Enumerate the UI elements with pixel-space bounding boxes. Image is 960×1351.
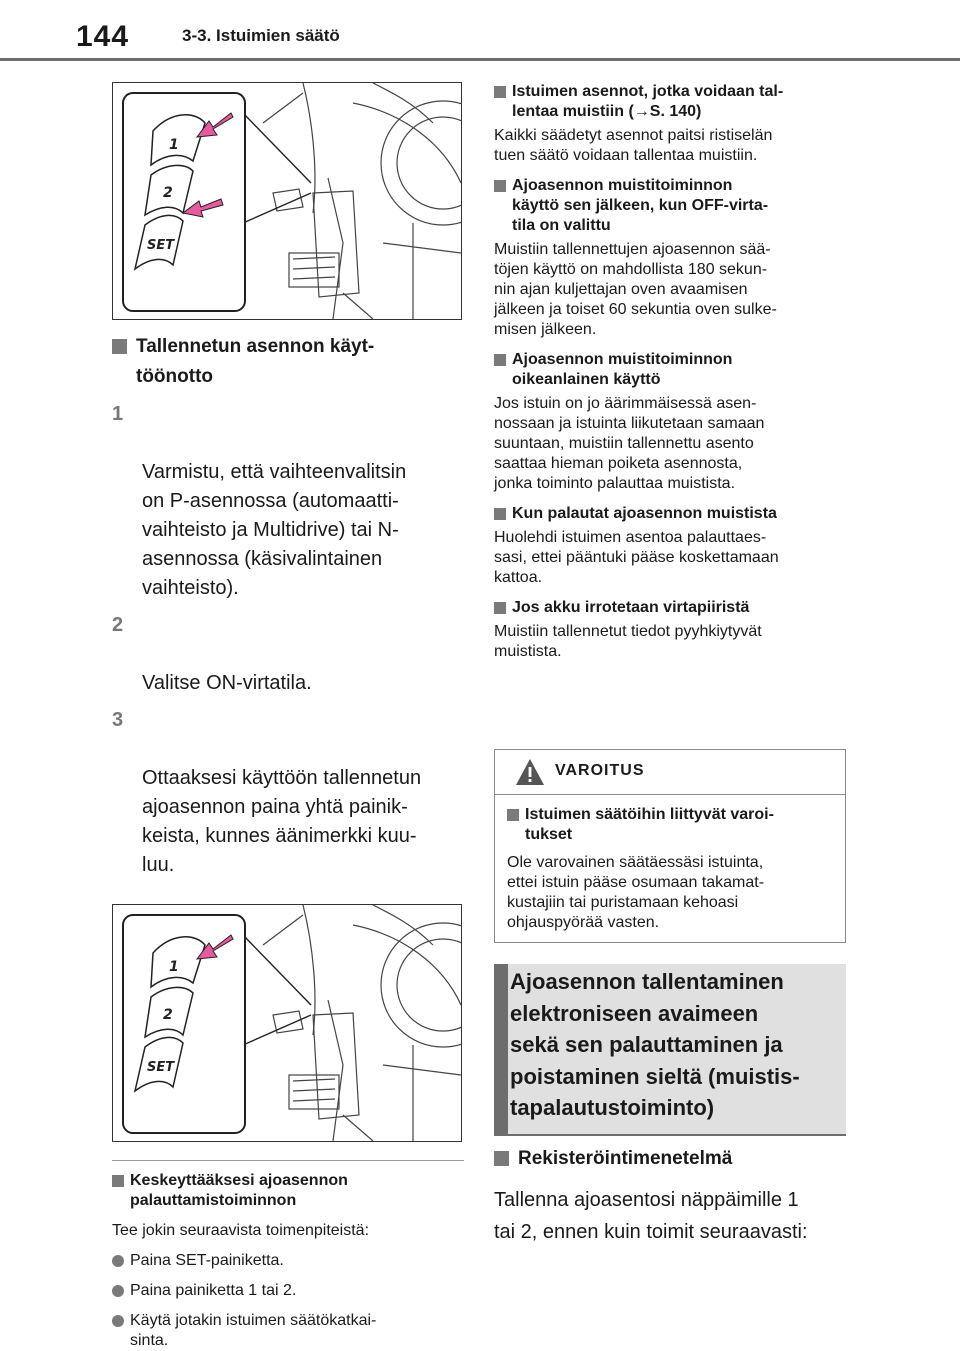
round-bullet-icon — [112, 1285, 124, 1297]
register-section — [494, 1144, 846, 1248]
step-number: 1 — [112, 403, 124, 425]
square-bullet-icon — [494, 86, 506, 98]
heading-text: Jos akku irrotetaan virtapiiristä — [512, 599, 750, 616]
section-divider — [112, 1160, 464, 1161]
step-text: Valitse ON-virtatila. — [142, 672, 312, 694]
paragraph: Kaikki säädetyt asennot paitsi ristiselän tuen säätö voidaan tallentaa muistiin. — [494, 127, 773, 164]
square-bullet-icon — [494, 354, 506, 366]
round-bullet-icon — [112, 1255, 124, 1267]
figure1-label-1: 1 — [169, 137, 179, 153]
warning-heading — [507, 805, 833, 845]
register-text: Tallenna ajoasentosi näppäimille 1 tai 2, ennen kuin toimit seuraavasti: — [494, 1189, 808, 1243]
heading-text: Keskeyttääksesi ajoasennon palauttamistoiminnon — [130, 1172, 348, 1209]
right-column — [494, 82, 846, 662]
heading-after-off — [494, 176, 846, 236]
heading-cancel-restore — [112, 1171, 464, 1211]
heading-storable-positions — [494, 82, 846, 122]
square-bullet-icon — [494, 1151, 509, 1166]
square-bullet-icon — [507, 809, 519, 821]
warning-text: Ole varovainen säätäessäsi istuinta, ettei istuin pääse osumaan takamat- kustajiin tai puristamaan kehoasi ohjauspyörää vasten. — [507, 854, 765, 931]
heading-text: Istuimen säätöihin liittyvät varoi- tukset — [525, 806, 774, 843]
bullet-item — [112, 1311, 464, 1351]
warning-header — [495, 750, 845, 795]
section-title: 3-3. Istuimien säätö — [182, 26, 340, 45]
topic-title: Ajoasennon tallentaminen elektroniseen avaimeen sekä sen palauttaminen ja poistaminen sieltä (muistis- tapalautustoiminto) — [510, 969, 800, 1120]
bullet-text: Käytä jotakin istuimen säätökatkai- sinta. — [130, 1312, 377, 1349]
figure-memory-buttons-arrows — [112, 82, 462, 320]
heading-register-method — [494, 1144, 846, 1174]
round-bullet-icon — [112, 1315, 124, 1327]
figure2-label-1: 1 — [169, 959, 179, 975]
heading-text: Kun palautat ajoasennon muistista — [512, 505, 777, 522]
heading-proper-use — [494, 350, 846, 390]
page-number: 144 — [76, 20, 130, 53]
step-text: Ottaaksesi käyttöön tallennetun ajoasennon paina yhtä painik- keista, kunnes äänimerkki kuu- luu. — [142, 767, 422, 876]
figure1-label-2: 2 — [163, 185, 173, 201]
step-text: Varmistu, että vaihteenvalitsin on P-asennossa (automaatti- vaihteisto ja Multidrive) tai N- asennossa (käsivalintainen vaihteisto). — [142, 461, 407, 599]
heading-battery-disconnect — [494, 598, 846, 618]
figure1-label-set: SET — [147, 238, 175, 253]
square-bullet-icon — [494, 602, 506, 614]
heading-text: Ajoasennon muistitoiminnon oikeanlainen käyttö — [512, 351, 733, 388]
warning-body — [495, 795, 845, 933]
page-header — [0, 0, 960, 62]
bullet-text: Paina painiketta 1 tai 2. — [130, 1282, 297, 1299]
figure-memory-button-single-arrow — [112, 904, 462, 1142]
topic-heading-box — [494, 964, 846, 1136]
figure-illustration — [113, 83, 461, 319]
figure2-label-set: SET — [147, 1060, 175, 1075]
paragraph: Tee jokin seuraavista toimenpiteistä: — [112, 1222, 370, 1239]
figure2-label-2: 2 — [163, 1007, 173, 1023]
paragraph: Jos istuin on jo äärimmäisessä asen- nossaan ja istuinta liikutetaan samaan suuntaan, muistiin tallennettu asento saattaa hieman poiketa asennosta, jonka toiminto palauttaa muistista. — [494, 395, 765, 492]
square-bullet-icon — [112, 1175, 124, 1187]
left-column — [112, 82, 464, 1351]
step-1 — [112, 400, 464, 603]
header-rule — [0, 58, 960, 61]
square-bullet-icon — [112, 339, 127, 354]
paragraph: Muistiin tallennettujen ajoasennon sää- töjen käyttö on mahdollista 180 sekun- nin ajan kuljettajan oven avaamisen jälkeen ja toiset 60 sekuntia oven sulke- misen jälkeen. — [494, 241, 777, 338]
bullet-text: Paina SET-painiketta. — [130, 1252, 284, 1269]
warning-title: VAROITUS — [555, 762, 645, 779]
heading-when-restoring — [494, 504, 846, 524]
step-number: 2 — [112, 614, 124, 636]
paragraph: Huolehdi istuimen asentoa palauttaes- sasi, ettei pääntuki pääse koskettamaan kattoa. — [494, 529, 779, 586]
heading-text: Tallennetun asennon käyt- töönotto — [136, 336, 375, 387]
step-number: 3 — [112, 709, 124, 731]
bullet-item — [112, 1251, 464, 1271]
step-3 — [112, 706, 464, 880]
heading-activate-position — [112, 332, 464, 392]
heading-text: Istuimen asennot, jotka voidaan tal- lentaa muistiin (→S. 140) — [512, 83, 784, 120]
figure-illustration — [113, 905, 461, 1141]
topic-accent-bar — [494, 964, 508, 1134]
bullet-item — [112, 1281, 464, 1301]
square-bullet-icon — [494, 508, 506, 520]
step-2 — [112, 611, 464, 698]
warning-box — [494, 749, 846, 943]
square-bullet-icon — [494, 180, 506, 192]
paragraph: Muistiin tallennetut tiedot pyyhkiytyvät muistista. — [494, 623, 762, 660]
heading-text: Ajoasennon muistitoiminnon käyttö sen jälkeen, kun OFF-virta- tila on valittu — [512, 177, 769, 234]
warning-triangle-icon — [515, 758, 545, 786]
heading-text: Rekisteröintimenetelmä — [518, 1148, 733, 1169]
